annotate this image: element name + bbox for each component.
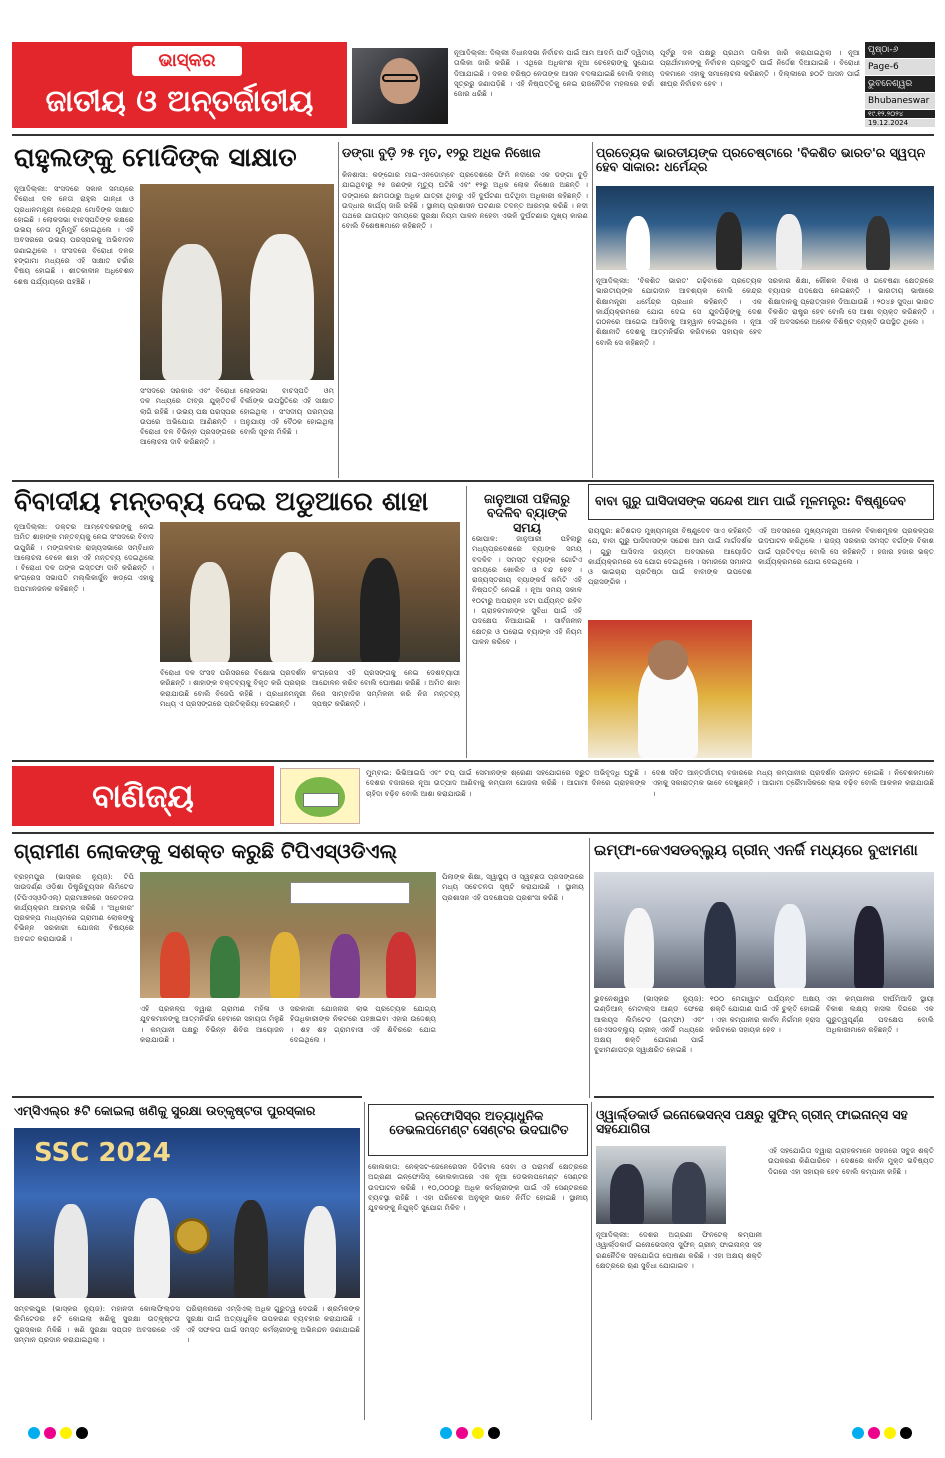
rahul-modi-photo bbox=[140, 184, 334, 380]
business-intro-col1: ମୁମ୍ବାଇ: ଭିଭିଆଇପି ଏବଂ ଟପ୍ ପାଇଁ ସେମାନଙ୍କ ଶ୍ରେଣୀ ସହଯୋଗରେ ଦ୍ରୁତ ଅଭିବୃଦ୍ଧି ଘଟୁଛି । ଦେଶର ବଜାରରେ ନୂଆ ଉତ୍ପାଦ ଆଣିବାକୁ କମ୍ପାନୀ ଯୋଜନା କରିଛି । ଆଗାମୀ ଦିନରେ ଗ୍ରାହକଙ୍କ ଚାହିଦା ବଢ଼ିବ ବୋଲି ଆଶା କରାଯାଉଛି । bbox=[366, 768, 646, 798]
pradhan-col2: ସରକାର ଶିକ୍ଷା, କୌଶଳ ବିକାଶ ଓ ଗବେଷଣା କ୍ଷେତ୍ରରେ ବ୍ୟାପକ ପଦକ୍ଷେପ ନେଇଛନ୍ତି । ଭାରତୀୟ ଭାଷାରେ ଶିକ୍ଷାଦାନକୁ ପ୍ରୋତ୍ସାହନ ଦିଆଯାଉଛି । ୨୦୪୭ ସୁଦ୍ଧା ଭାରତ ବିକଶିତ ରାଷ୍ଟ୍ର ହେବ ବୋଲି ସେ ଆଶା ବ୍ୟକ୍ତ କରିଛନ୍ତି । ଏହି ଅବସରରେ ଅନେକ ବିଶିଷ୍ଟ ବ୍ୟକ୍ତି ଉପସ୍ଥିତ ଥିଲେ । bbox=[768, 276, 934, 327]
headline-bank: ଜାନୁଆରୀ ପହିଲାରୁ ବଦଳିବ ବ୍ୟାଙ୍କ ସମୟ bbox=[484, 491, 570, 535]
registration-marks-center bbox=[440, 1424, 504, 1440]
cm-rally-photo bbox=[588, 620, 752, 758]
rahul-col3: ଲୋକସଭା ବାଚସ୍ପତି ଓମ୍ ବିର୍ଲାଙ୍କ ଉପସ୍ଥିତିରେ ଏହି ସାକ୍ଷାତ ହୋଇଥିଲା । ସଂସଦୀୟ ପରମ୍ପରା ଅନୁଯାୟୀ ଏହି ବୈଠକ ହୋଇଥିଲା ବୋଲି ସୂଚନା ମିଳିଛି । bbox=[240, 386, 334, 437]
headline-rahul: ରାହୁଲଙ୍କୁ ମୋଦିଙ୍କ ସାକ୍ଷାତ bbox=[14, 143, 297, 173]
section-masthead bbox=[12, 42, 347, 128]
page-label: ପୃଷ୍ଠା-୬ bbox=[865, 42, 935, 59]
rule bbox=[12, 134, 934, 136]
headline-mcl: ଏମ୍‌ସିଏଲ୍‌ର ୫ଟି କୋଇଲା ଖଣିକୁ ସୁରକ୍ଷା ଉତ୍କୃଷ୍ଟତା ପୁରସ୍କାର bbox=[14, 1103, 316, 1118]
mcl-award-photo: SSC 2024 bbox=[14, 1128, 360, 1298]
imfa-col1: ଭୁବନେଶ୍ୱର (ଭାସ୍କର ନ୍ୟୁଜ): ଇଣ୍ଡିଆନ୍ ମେଟାଲ୍ସ ଆଣ୍ଡ ଫେରୋ ଆଲୟ୍ସ ଲିମିଟେଡ (ଇମ୍ଫା) ଏବଂ ଜେଏସଡବ୍ଲ୍ୟୁ ଗ୍ରୀନ୍ ଏନର୍ଜି ମଧ୍ୟରେ ଅକ୍ଷୟ ଶକ୍ତି ଯୋଗାଣ ପାଇଁ ବୁଝାମଣାପତ୍ର ସ୍ୱାକ୍ଷରିତ ହୋଇଛି । bbox=[594, 994, 704, 1055]
worldcard-photo bbox=[596, 1146, 726, 1224]
headline-tpsodl: ଗ୍ରାମୀଣ ଲୋକଙ୍କୁ ସଶକ୍ତ କରୁଛି ଟିପିଏସ୍ଓଡିଏଲ୍ bbox=[14, 839, 398, 863]
cm-headline-box bbox=[588, 484, 934, 520]
headline-infosys: ଇନ୍‌ଫୋସିସ୍‌ର ଅତ୍ୟାଧୁନିକ ଡେଭଲପମେଣ୍ଟ ସେଣ୍ଟର ଉଦଘାଟିତ bbox=[389, 1108, 569, 1138]
headline-boat: ଡଙ୍ଗା ବୁଡ଼ି ୨୫ ମୃତ, ୧୨ରୁ ଅଧିକ ନିଖୋଜ bbox=[342, 145, 541, 160]
rahul-col1: ନୂଆଦିଲ୍ଲୀ: ସଂସଦରେ ସକାଳ ସମୟରେ ବିରୋଧୀ ଦଳ ନେତା ରାହୁଲ ଗାନ୍ଧୀ ଓ ପ୍ରଧାନମନ୍ତ୍ରୀ ନରେନ୍ଦ୍ର ମୋଦିଙ୍କ ସାକ୍ଷାତ ହୋଇଛି । ଲୋକସଭା ବାଚସ୍ପତିଙ୍କ କକ୍ଷରେ ଉଭୟ ନେତା ମୁହାଁମୁହିଁ ହୋଇଥିଲେ । ଏହି ଅବସରରେ ଉଭୟ ପରସ୍ପରକୁ ଅଭିବାଦନ ଜଣାଇଥିଲେ । ସଂସଦରେ ବିରୋଧୀ ଦଳର ହଙ୍ଗାମା ମଧ୍ୟରେ ଏହି ସାକ୍ଷାତ ଚର୍ଚ୍ଚାର ବିଷୟ ହୋଇଛି । ଶୀତକାଳୀନ ଅଧିବେଶନ ଶେଷ ପର୍ଯ୍ୟାୟରେ ପହଞ୍ଚିଛି । bbox=[14, 184, 134, 286]
registration-marks-right bbox=[852, 1424, 916, 1440]
worldcard-col2: ଏହି ସହଯୋଗିତା ଦ୍ୱାରା ଗ୍ରାହକମାନେ ସହଜରେ ସବୁଜ ଶକ୍ତି ଉପକରଣ କିଣିପାରିବେ । ଦେଶରେ କାର୍ବନ ମୁକ୍ତ ଭବିଷ୍ୟତ ଦିଗରେ ଏହା ସହାୟକ ହେବ ବୋଲି କମ୍ପାନୀ କହିଛି । bbox=[768, 1146, 934, 1176]
shah-col2: ବିରୋଧୀ ଦଳ ସଂସଦ ପରିସରରେ ବିକ୍ଷୋଭ ପ୍ରଦର୍ଶନ କରିଛନ୍ତି । ଶାହାଙ୍କ ବକ୍ତବ୍ୟକୁ ବିକୃତ କରି ପ୍ରଚାର କରାଯାଉଛି ବୋଲି ବିଜେପି କହିଛି । ପ୍ରଧାନମନ୍ତ୍ରୀ ମଧ୍ୟ ଏ ପ୍ରସଙ୍ଗରେ ପ୍ରତିକ୍ରିୟା ଦେଇଛନ୍ତି । bbox=[160, 668, 306, 708]
headline-worldcard: ଓ୍ୱାର୍ଲ୍ଡକାର୍ଡ ଇନୋଭେସନ୍ସ ପକ୍ଷରୁ ସୁଫିନ୍ ଗ୍ରୀନ୍ ଫାଇନାନ୍ସ ସହ ସହଯୋଗିତା bbox=[596, 1107, 908, 1137]
worldcard-col1: ନୂଆଦିଲ୍ଲୀ: ଦେଶର ଅଗ୍ରଣୀ ଫିନଟେକ୍ କମ୍ପାନୀ ଓ୍ୱାର୍ଲ୍ଡକାର୍ଡ ଇନୋଭେସନ୍ସ ସୁଫିନ୍ ଗ୍ରୀନ୍ ଫାଇନାନ୍ସ ସହ ରଣନୈତିକ ସହଯୋଗିତା ଘୋଷଣା କରିଛି । ଏହା ଅକ୍ଷୟ ଶକ୍ତି କ୍ଷେତ୍ରରେ ଋଣ ସୁବିଧା ଯୋଗାଇବ । bbox=[596, 1230, 762, 1270]
top-story-col2: ପୂର୍ବରୁ ଦଳ ପକ୍ଷରୁ ପ୍ରଥମ ତାଲିକା ଜାରି କରାଯାଇଥିଲା । ନୂଆ ପ୍ରାର୍ଥୀମାନଙ୍କୁ ନିର୍ବାଚନ ପ୍ରସ୍ତୁତି ପାଇଁ ନିର୍ଦ୍ଦେଶ ଦିଆଯାଇଛି । ବିରୋଧୀ ଦଳମାନେ ଏହାକୁ ସମାଲୋଚନା କରିଛନ୍ତି । ଦିଲ୍ଲୀରେ ୭୦ଟି ଆସନ ପାଇଁ ଶୀଘ୍ର ନିର୍ବାଚନ ହେବ । bbox=[660, 48, 860, 88]
registration-marks-left bbox=[28, 1424, 92, 1440]
city-label: ଭୁବନେଶ୍ୱର bbox=[865, 76, 935, 93]
headline-pradhan: ପ୍ରତ୍ୟେକ ଭାରତୀୟଙ୍କ ପ୍ରଚେଷ୍ଟାରେ 'ବିକଶିତ ଭାରତ'ର ସ୍ୱପ୍ନ ହେବ ସାକାର: ଧର୍ମେନ୍ଦ୍ର bbox=[596, 145, 926, 175]
date-label: ୧୯.୧୨.୨୦୨୪ bbox=[865, 110, 935, 119]
top-story-photo bbox=[352, 48, 448, 124]
page-info bbox=[865, 42, 935, 128]
tpsodl-col3: ସରକାରୀ ଯୋଜନାର ଲାଭ ପ୍ରତ୍ୟେକ ଯୋଗ୍ୟ ହିତାଧିକାରୀଙ୍କ ନିକଟରେ ପହଞ୍ଚାଇବା ଏହାର ଉଦ୍ଦେଶ୍ୟ । ଶହ ଶହ ଗ୍ରାମବାସୀ ଏହି ଶିବିରରେ ଯୋଗ ଦେଇଥିଲେ । bbox=[290, 1004, 436, 1044]
date-label-en: 19.12.2024 bbox=[865, 119, 935, 128]
infosys-headline-box bbox=[368, 1104, 588, 1156]
city-label-en: Bhubaneswar bbox=[865, 93, 935, 110]
tpsodl-village-photo bbox=[140, 872, 436, 998]
tpsodl-col1: ବ୍ରହ୍ମପୁର (ଭାସ୍କର ନ୍ୟୁଜ): ଟିପି ସାଉଦର୍ଣ୍ଣ ଓଡ଼ିଶା ଡିଷ୍ଟ୍ରିବ୍ୟୁସନ ଲିମିଟେଡ (ଟିପିଏସ୍ଓଡିଏଲ୍) ଗ୍ରାମାଞ୍ଚଳରେ ସଚେତନତା କାର୍ଯ୍ୟକ୍ରମ ଆରମ୍ଭ କରିଛି । 'ଅଧିକାର' ପ୍ରକଳ୍ପ ମାଧ୍ୟମରେ ଗ୍ରାମୀଣ ଲୋକଙ୍କୁ ବିଭିନ୍ନ ସରକାରୀ ଯୋଜନା ବିଷୟରେ ଅବଗତ କରାଯାଉଛି । bbox=[14, 872, 134, 943]
tpsodl-col4: ପିଲାଙ୍କ ଶିକ୍ଷା, ସ୍ୱାସ୍ଥ୍ୟ ଓ ସ୍ୱଚ୍ଛତା ପ୍ରସଙ୍ଗରେ ମଧ୍ୟ ସଚେତନତା ସୃଷ୍ଟି କରାଯାଉଛି । ସ୍ଥାନୀୟ ପ୍ରଶାସନ ଏହି ପଦକ୍ଷେପର ପ୍ରଶଂସା କରିଛି । bbox=[442, 872, 584, 902]
headline-cm: ବାବା ଗୁରୁ ଘାସିଦାସଙ୍କ ସନ୍ଦେଶ ଆମ ପାଇଁ ମୂଳମନ୍ତ୍ର: ବିଷ୍ଣୁଦେବ bbox=[595, 493, 906, 508]
rahul-col2: ସଂସଦରେ ସରକାର ଏବଂ ବିରୋଧୀ ଦଳ ମଧ୍ୟରେ ତୀବ୍ର ଯୁକ୍ତିତର୍କ ଲାଗି ରହିଛି । ଉଭୟ ପକ୍ଷ ପରସ୍ପର ଉପରେ ଅଭିଯୋଗ ଆଣିଛନ୍ତି । ବିରୋଧୀ ଦଳ ବିଭିନ୍ନ ପ୍ରସଙ୍ଗରେ ଆଲୋଚନା ଦାବି କରିଛନ୍ତି । bbox=[140, 386, 236, 447]
headline-shah: ବିବାଦୀୟ ମନ୍ତବ୍ୟ ଦେଇ ଅଡୁଆରେ ଶାହା bbox=[14, 487, 429, 517]
business-section-title: ବାଣିଜ୍ୟ bbox=[92, 777, 194, 815]
page-label-en: Page-6 bbox=[865, 59, 935, 76]
cm-col2: ଏହି ଅବସରରେ ମୁଖ୍ୟମନ୍ତ୍ରୀ ଅନେକ ବିକାଶମୂଳକ ପ୍ରକଳ୍ପର ଉଦଘାଟନ କରିଥିଲେ । ରାଜ୍ୟ ସରକାର ସମସ୍ତ ବର୍ଗଙ୍କ ବିକାଶ ପାଇଁ ପ୍ରତିବଦ୍ଧ ବୋଲି ସେ କହିଛନ୍ତି । ହଜାର ହଜାର ଭକ୍ତ କାର୍ଯ୍ୟକ୍ରମରେ ଯୋଗ ଦେଇଥିଲେ । bbox=[758, 526, 934, 566]
mcl-col1: ସମ୍ବଲପୁର (ଭାସ୍କର ନ୍ୟୁଜ): ମହାନଦୀ କୋଲଫିଲ୍ଡସ ଲିମିଟେଡର ୫ଟି କୋଇଲା ଖଣିକୁ ସୁରକ୍ଷା ଉତ୍କୃଷ୍ଟତା ପୁରସ୍କାର ମିଳିଛି । ଖଣି ସୁରକ୍ଷା ସପ୍ତାହ ଅବସରରେ ଏହି ସମ୍ମାନ ପ୍ରଦାନ କରାଯାଇଥିଲା । bbox=[14, 1304, 180, 1344]
shah-parliament-photo bbox=[160, 522, 460, 662]
business-mascot-image bbox=[280, 768, 360, 824]
imfa-col2: ୧୦୦ ମେଗାୱାଟ ପର୍ଯ୍ୟନ୍ତ ଅକ୍ଷୟ ଶକ୍ତି ଯୋଗାଣ ପାଇଁ ଏହି ଚୁକ୍ତି ହୋଇଛି । ଏହା କମ୍ପାନୀର କାର୍ବନ ନିର୍ଗମନ ହ୍ରାସ କରିବାରେ ସହାୟକ ହେବ । bbox=[710, 994, 820, 1034]
newspaper-logo: ଭାସ୍କର bbox=[132, 46, 242, 76]
mcl-col2: ପରିଚାଳନାରେ ଏମ୍‌ସିଏଲ୍ ଅଧିକ ଗୁରୁତ୍ୱ ଦେଉଛି । ଶ୍ରମିକଙ୍କ ସୁରକ୍ଷା ପାଇଁ ଅତ୍ୟାଧୁନିକ ଉପକରଣ ବ୍ୟବହାର କରାଯାଉଛି । ଏହି ସଫଳତା ପାଇଁ ସମସ୍ତ କର୍ମଚାରୀଙ୍କୁ ଅଭିନନ୍ଦନ ଜଣାଯାଇଛି । bbox=[186, 1304, 360, 1344]
section-title: ଜାତୀୟ ଓ ଅନ୍ତର୍ଜାତୀୟ bbox=[45, 84, 314, 119]
pradhan-col1: ନୂଆଦିଲ୍ଲୀ: 'ବିକଶିତ ଭାରତ' ଗଢ଼ିବାରେ ପ୍ରତ୍ୟେକ ଭାରତୀୟଙ୍କ ଯୋଗଦାନ ଆବଶ୍ୟକ ବୋଲି କେନ୍ଦ୍ର ଶିକ୍ଷାମନ୍ତ୍ରୀ ଧର୍ମେନ୍ଦ୍ର ପ୍ରଧାନ କହିଛନ୍ତି । ଏକ କାର୍ଯ୍ୟକ୍ରମରେ ଯୋଗ ଦେଇ ସେ ଯୁବପିଢ଼ିଙ୍କୁ ଦେଶ ଗଠନରେ ଆଗେଇ ଆସିବାକୁ ଆହ୍ୱାନ ଦେଇଥିଲେ । ନୂଆ ଶିକ୍ଷାନୀତି ଦେଶକୁ ଆତ୍ମନିର୍ଭର କରିବାରେ ସହାୟକ ହେବ ବୋଲି ସେ କହିଛନ୍ତି । bbox=[596, 276, 762, 347]
infosys-body: କୋଲକାତା: ନେକ୍ସଟ-ଜେନେରେସନ ଡିଜିଟାଲ ସେବା ଓ ପରାମର୍ଶ କ୍ଷେତ୍ରରେ ଅଗ୍ରଣୀ ଇନ୍‌ଫୋସିସ୍ କୋଲକାତାରେ ଏକ ନୂଆ ଡେଭଲପମେଣ୍ଟ ସେଣ୍ଟର ଉଦଘାଟନ କରିଛି । ୧୦,୦୦୦ରୁ ଅଧିକ କର୍ମଚାରୀଙ୍କ ପାଇଁ ଏହି ସେଣ୍ଟରରେ ବ୍ୟବସ୍ଥା ରହିଛି । ଏହା ପରିବେଶ ଅନୁକୂଳ ଭାବେ ନିର୍ମିତ ହୋଇଛି । ସ୍ଥାନୀୟ ଯୁବକଙ୍କୁ ନିଯୁକ୍ତି ସୁଯୋଗ ମିଳିବ । bbox=[368, 1162, 588, 1213]
top-story-col1: ନୂଆଦିଲ୍ଲୀ: ଦିଲ୍ଲୀ ବିଧାନସଭା ନିର୍ବାଚନ ପାଇଁ ଆମ ଆଦମି ପାର୍ଟି ଦ୍ୱିତୀୟ ତାଲିକା ଜାରି କରିଛି । ଏଥିରେ ଅଧିକାଂଶ ନୂଆ ଚେହେରାଙ୍କୁ ସୁଯୋଗ ଦିଆଯାଇଛି । ଦଳର ବରିଷ୍ଠ ନେତାଙ୍କ ଆସନ ବଦଳାଯାଇଛି ବୋଲି ଦଳୀୟ ସୂତ୍ରରୁ ଜଣାପଡ଼ିଛି । ଏହି ନିଷ୍ପତ୍ତିକୁ ନେଇ ରାଜନୈତିକ ମହଲରେ ଚର୍ଚ୍ଚା ଜୋର ଧରିଛି । bbox=[454, 48, 654, 99]
pradhan-event-photo bbox=[596, 186, 934, 270]
imfa-mou-photo bbox=[594, 872, 934, 988]
shah-col1: ନୂଆଦିଲ୍ଲୀ: ଡକ୍ଟର ଆମ୍ବେଦକରଙ୍କୁ ନେଇ ଅମିତ ଶାହାଙ୍କ ମନ୍ତବ୍ୟକୁ ନେଇ ସଂସଦରେ ବିବାଦ ଉପୁଜିଛି । ମଙ୍ଗଳବାର ରାଜ୍ୟସଭାରେ ସମ୍ବିଧାନ ଆଲୋଚନା ବେଳେ ଶାହା ଏହି ମନ୍ତବ୍ୟ ଦେଇଥିଲେ । ବିରୋଧୀ ଦଳ ତାଙ୍କ ଇସ୍ତଫା ଦାବି କରିଛନ୍ତି । କଂଗ୍ରେସ ସଭାପତି ମଲ୍ଲିକାର୍ଜୁନ ଖଡ୍ଗେ ଏହାକୁ ଅପମାନଜନକ କହିଛନ୍ତି । bbox=[14, 522, 154, 593]
cm-col1: ରାୟପୁର: ଛତିଶଗଡ଼ ମୁଖ୍ୟମନ୍ତ୍ରୀ ବିଷ୍ଣୁଦେବ ସାଏ କହିଛନ୍ତି ଯେ, ବାବା ଗୁରୁ ଘାସିଦାସଙ୍କ ସନ୍ଦେଶ ଆମ ପାଇଁ ମାର୍ଗଦର୍ଶକ । ଗୁରୁ ଘାସିଦାସ ଜୟନ୍ତୀ ଅବସରରେ ଆୟୋଜିତ କାର୍ଯ୍ୟକ୍ରମରେ ସେ ଯୋଗ ଦେଇଥିଲେ । ସମାଜରେ ସମାନତା ଓ ଭାଇଚାରା ପ୍ରତିଷ୍ଠା ପାଇଁ ବାବାଙ୍କ ଉପଦେଶ ପ୍ରାସଙ୍ଗିକ । bbox=[588, 526, 752, 587]
business-section-band bbox=[12, 766, 274, 826]
boat-body: କିନଶାସା: କଙ୍ଗୋର ମାଇ-ଏନଡୋମ୍ବେ ପ୍ରଦେଶରେ ଫିମି ନଦୀରେ ଏକ ଡଙ୍ଗା ବୁଡ଼ି ଯାଇଥିବାରୁ ୨୫ ଜଣଙ୍କ ମୃତ୍ୟୁ ଘଟିଛି ଏବଂ ୧୨ରୁ ଅଧିକ ଲୋକ ନିଖୋଜ ଅଛନ୍ତି । ଡଙ୍ଗାରେ କ୍ଷମତାଠାରୁ ଅଧିକ ଯାତ୍ରୀ ଥିବାରୁ ଏହି ଦୁର୍ଘଟଣା ଘଟିଥିବା ଅଧିକାରୀ କହିଛନ୍ତି । ଉଦ୍ଧାର କାର୍ଯ୍ୟ ଜାରି ରହିଛି । ସ୍ଥାନୀୟ ପ୍ରଶାସନ ଘଟଣାର ତଦନ୍ତ ଆରମ୍ଭ କରିଛି । ନଦୀ ପଥରେ ଯାତାୟାତ ସମୟରେ ସୁରକ୍ଷା ନିୟମ ପାଳନ ନହେବା ଏଭଳି ଦୁର୍ଘଟଣାର ମୁଖ୍ୟ କାରଣ ବୋଲି ବିଶେଷଜ୍ଞମାନେ କହିଛନ୍ତି । bbox=[342, 170, 588, 231]
shah-col3: କଂଗ୍ରେସ ଏହି ପ୍ରସଙ୍ଗକୁ ନେଇ ଦେଶବ୍ୟାପୀ ଆନ୍ଦୋଳନ କରିବ ବୋଲି ଘୋଷଣା କରିଛି । ଅମିତ ଶାହା ନିଜେ ସାମ୍ବାଦିକ ସମ୍ମିଳନୀ କରି ନିଜ ମନ୍ତବ୍ୟ ସ୍ପଷ୍ଟ କରିଛନ୍ତି । bbox=[312, 668, 460, 708]
imfa-col3: ଏହା କମ୍ପାନୀର ଦୀର୍ଘମିଆଦି ସ୍ଥାୟୀ ବିକାଶ ଲକ୍ଷ୍ୟ ହାସଲ ଦିଗରେ ଏକ ଗୁରୁତ୍ୱପୂର୍ଣ୍ଣ ପଦକ୍ଷେପ ବୋଲି ଅଧିକାରୀମାନେ କହିଛନ୍ତି । bbox=[826, 994, 934, 1034]
tpsodl-col2: ଏହି ପ୍ରକଳ୍ପ ଦ୍ୱାରା ଗ୍ରାମୀଣ ମହିଳା ଓ ଯୁବକମାନଙ୍କୁ ଆତ୍ମନିର୍ଭର ହେବାରେ ସହାୟତା ମିଳୁଛି । କମ୍ପାନୀ ପକ୍ଷରୁ ବିଭିନ୍ନ ଶିବିର ଆୟୋଜନ କରାଯାଉଛି । bbox=[140, 1004, 284, 1044]
bank-body: ଭୋପାଳ: ଜାନୁଆରୀ ପହିଲାରୁ ମଧ୍ୟପ୍ରଦେଶରେ ବ୍ୟାଙ୍କ ସମୟ ବଦଳିବ । ସମସ୍ତ ବ୍ୟାଙ୍କ ଗୋଟିଏ ସମୟରେ ଖୋଲିବ ଓ ବନ୍ଦ ହେବ । ରାଜ୍ୟସ୍ତରୀୟ ବ୍ୟାଙ୍କର୍ସ କମିଟି ଏହି ନିଷ୍ପତ୍ତି ନେଇଛି । ନୂଆ ସମୟ ସକାଳ ୧୦ଟାରୁ ଅପରାହ୍ନ ୪ଟା ପର୍ଯ୍ୟନ୍ତ ରହିବ । ଗ୍ରାହକମାନଙ୍କ ସୁବିଧା ପାଇଁ ଏହି ପଦକ୍ଷେପ ନିଆଯାଇଛି । ସାର୍ବଜନୀନ କ୍ଷେତ୍ର ଓ ଘରୋଇ ବ୍ୟାଙ୍କ ଏହି ନିୟମ ପାଳନ କରିବେ । bbox=[472, 534, 582, 646]
headline-imfa: ଇମ୍ଫା-ଜେଏସଡବ୍ଲ୍ୟୁ ଗ୍ରୀନ୍ ଏନର୍ଜି ମଧ୍ୟରେ ବୁଝାମଣା bbox=[594, 841, 918, 859]
business-intro-col2: ଦେଶ ସହିତ ଆନ୍ତର୍ଜାତୀୟ ବଜାରରେ ମଧ୍ୟ କମ୍ପାନୀର ପ୍ରଦର୍ଶନ ଉନ୍ନତ ହୋଇଛି । ନିବେଶକମାନେ ଏହାକୁ ସକାରାତ୍ମକ ଭାବେ ଦେଖୁଛନ୍ତି । ଆଗାମୀ ତ୍ରୈମାସିକରେ ଲାଭ ବଢ଼ିବ ବୋଲି ଆକଳନ କରାଯାଉଛି । bbox=[652, 768, 934, 798]
